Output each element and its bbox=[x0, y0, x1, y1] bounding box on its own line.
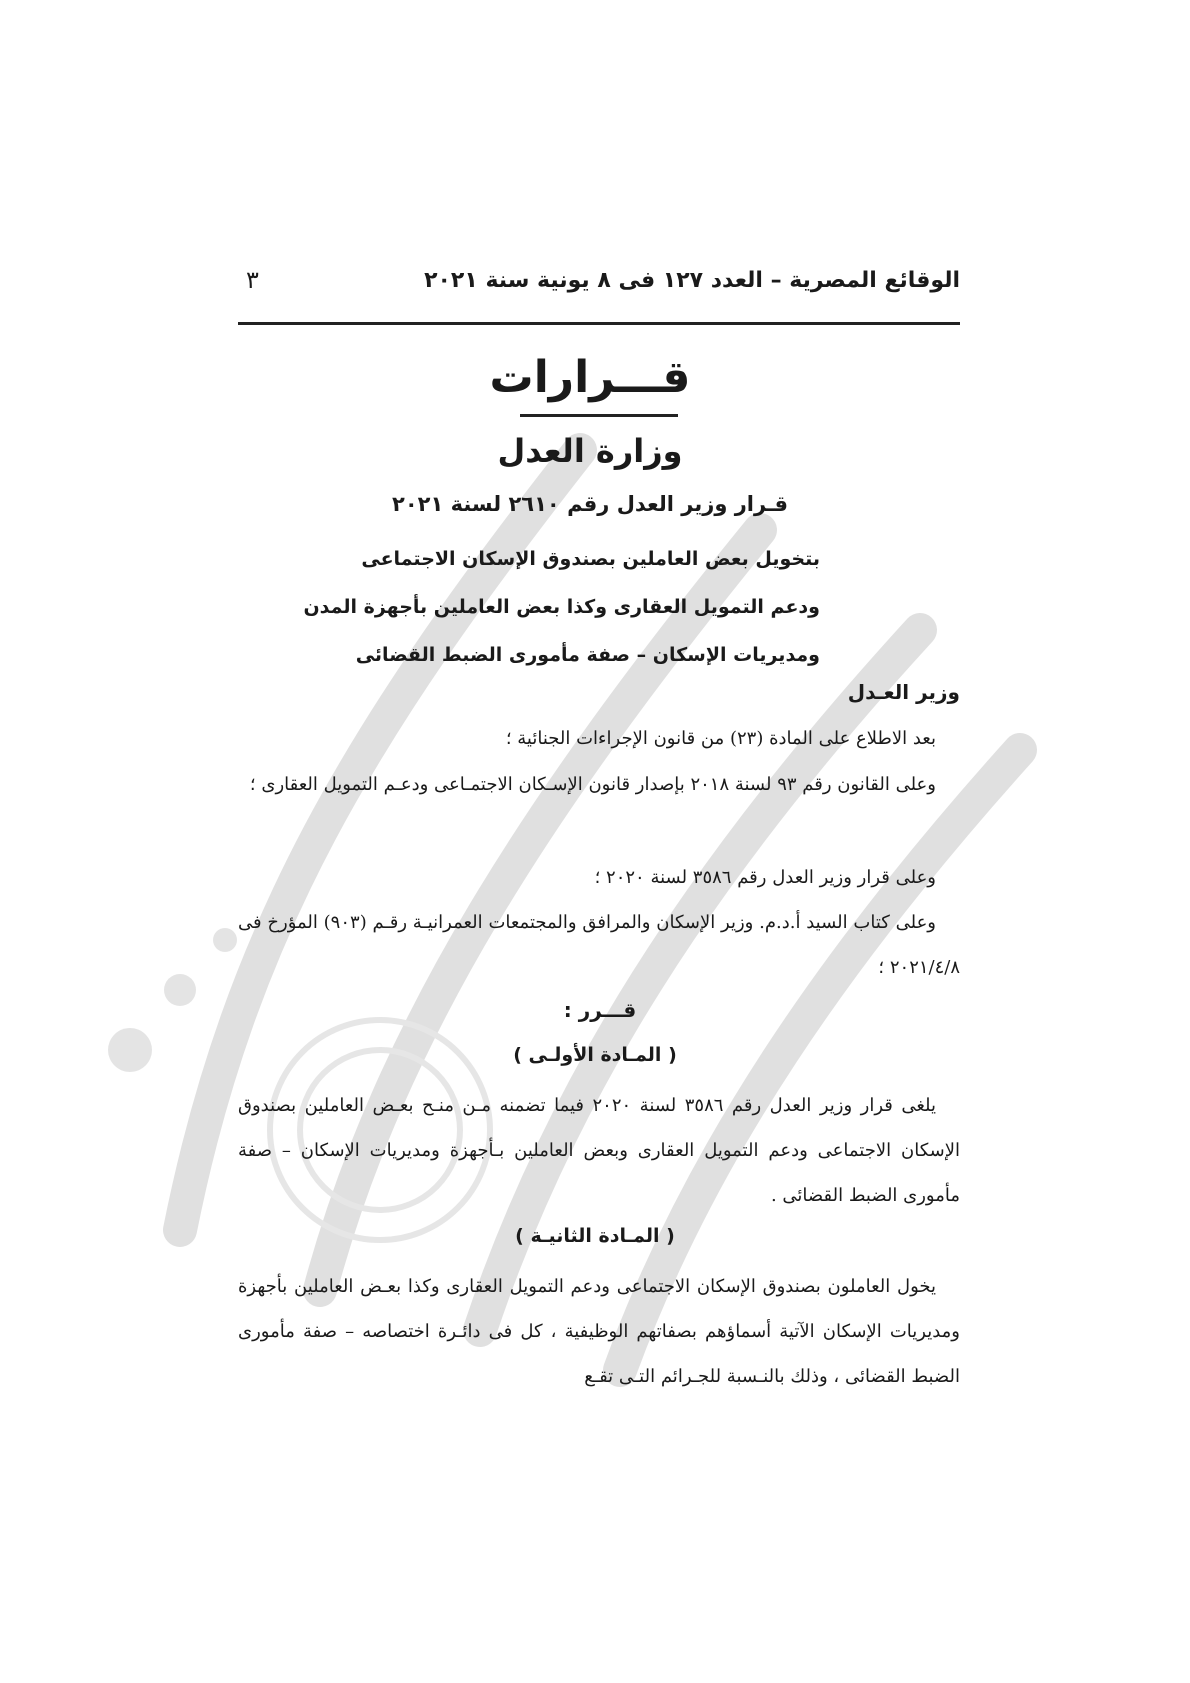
decree-subject-line: ومديريات الإسكان – صفة مأمورى الضبط القضائى bbox=[355, 644, 820, 666]
gazette-header bbox=[238, 268, 960, 312]
preamble-paragraph: وعلى كتاب السيد أ.د.م. وزير الإسكان والمرافق والمجتمعات العمرانيـة رقـم (٩٠٣) المؤرخ فى ٢٠٢١/٤/٨ ؛ bbox=[238, 912, 960, 978]
decides-label: قـــرر : bbox=[563, 998, 637, 1022]
decree-subject-line: ودعم التمويل العقارى وكذا بعض العاملين بأجهزة المدن bbox=[303, 596, 820, 618]
section-title: قـــرارات bbox=[489, 352, 691, 403]
article-1-text: يلغى قرار وزير العدل رقم ٣٥٨٦ لسنة ٢٠٢٠ فيما تضمنه مـن منـح بعـض العاملين بصندوق الإسكان الاجتماعى ودعم التمويل العقارى وبعض العاملين بـأجهزة ومديريات الإسكان – صفة مأمورى الضبط القضائى . bbox=[238, 1095, 960, 1206]
article-2-heading: ( المـادة الثانيـة ) bbox=[515, 1225, 675, 1247]
preamble-paragraph: وعلى قرار وزير العدل رقم ٣٥٨٦ لسنة ٢٠٢٠ ؛ bbox=[594, 867, 936, 888]
decree-title: قـرار وزير العدل رقم ٢٦١٠ لسنة ٢٠٢١ bbox=[392, 492, 788, 516]
title-underline bbox=[520, 414, 678, 417]
ministry-name: وزارة العدل bbox=[497, 432, 683, 470]
article-1-heading: ( المـادة الأولـى ) bbox=[513, 1044, 677, 1066]
preamble-paragraph: وعلى القانون رقم ٩٣ لسنة ٢٠١٨ بإصدار قانون الإسـكان الاجتمـاعى ودعـم التمويل العقارى ؛ bbox=[249, 774, 936, 795]
header-divider bbox=[238, 322, 960, 325]
article-2-text: يخول العاملون بصندوق الإسكان الاجتماعى ودعم التمويل العقارى وكذا بعـض العاملين بأجهزة ومديريات الإسكان الآتية أسماؤهم بصفاتهم الوظيفية ، كل فى دائـرة اختصاصه – صفة مأمورى الضبط القضائى ، وذلك بالنـسبة للجـرائم التـى تقـع bbox=[238, 1276, 960, 1387]
page-number: ٣ bbox=[246, 266, 259, 294]
minister-label: وزير العـدل bbox=[847, 680, 960, 704]
preamble-paragraph: بعد الاطلاع على المادة (٢٣) من قانون الإجراءات الجنائية ؛ bbox=[505, 728, 936, 749]
decree-subject-line: بتخويل بعض العاملين بصندوق الإسكان الاجتماعى bbox=[361, 548, 820, 570]
gazette-issue-line: الوقائع المصرية – العدد ١٢٧ فى ٨ يونية سنة ٢٠٢١ bbox=[424, 268, 960, 293]
